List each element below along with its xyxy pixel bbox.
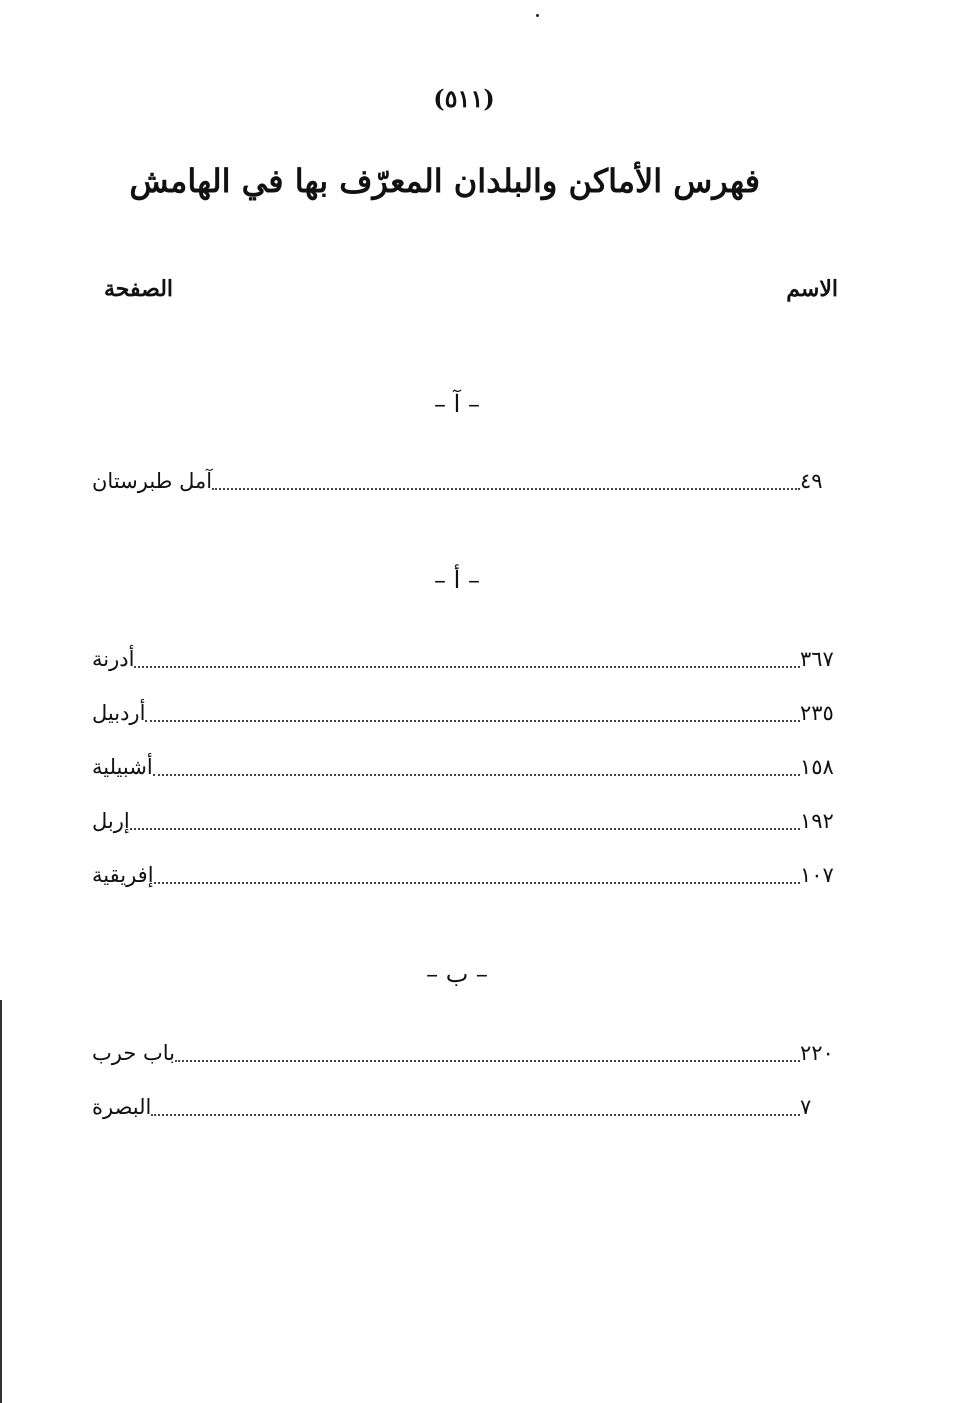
entry-name: آمل طبرستان [92, 469, 213, 493]
dot-leader [153, 774, 800, 776]
index-entry [84, 640, 852, 674]
index-entry [84, 748, 852, 782]
index-entry [84, 1034, 852, 1068]
index-entry [84, 802, 852, 836]
index-entry [84, 1088, 852, 1122]
entry-name: البصرة [92, 1095, 152, 1119]
dot-leader [175, 1060, 800, 1062]
entry-name: إفريقية [92, 863, 154, 887]
section-letter-alef-hamza: – أ – [434, 566, 480, 594]
index-entry [84, 856, 852, 890]
dot-leader [145, 720, 800, 722]
entry-name: أردبيل [92, 701, 146, 725]
entry-name: إربل [92, 809, 130, 833]
entry-name: أدرنة [92, 647, 135, 671]
page-edge-line [0, 1000, 2, 1403]
entry-page: ٧ [800, 1095, 812, 1119]
entry-page: ٣٦٧ [800, 647, 834, 671]
dot-leader [134, 666, 800, 668]
column-header-page: الصفحة [104, 276, 174, 302]
page-number: (٥١١) [433, 84, 495, 113]
page-title: فهرس الأماكن والبلدان المعرّف بها في الهامش [129, 162, 760, 200]
entry-page: ١٥٨ [800, 755, 834, 779]
dot-leader [151, 1114, 800, 1116]
dot-leader [154, 882, 800, 884]
index-entry [84, 694, 852, 728]
section-letter-ba: – ب – [426, 960, 488, 988]
ink-speck [536, 14, 539, 17]
entry-name: أشبيلية [92, 755, 153, 779]
index-entry [84, 462, 852, 496]
dot-leader [130, 828, 800, 830]
entry-page: ١٠٧ [800, 863, 834, 887]
section-letter-alef-madda: – آ – [434, 390, 480, 418]
entry-name: باب حرب [92, 1041, 176, 1065]
entry-page: ١٩٢ [800, 809, 834, 833]
entry-page: ٢٣٥ [800, 701, 834, 725]
entry-page: ٤٩ [800, 469, 823, 493]
dot-leader [212, 488, 800, 490]
entry-page: ٢٢٠ [800, 1041, 834, 1065]
column-header-name: الاسم [786, 276, 838, 302]
